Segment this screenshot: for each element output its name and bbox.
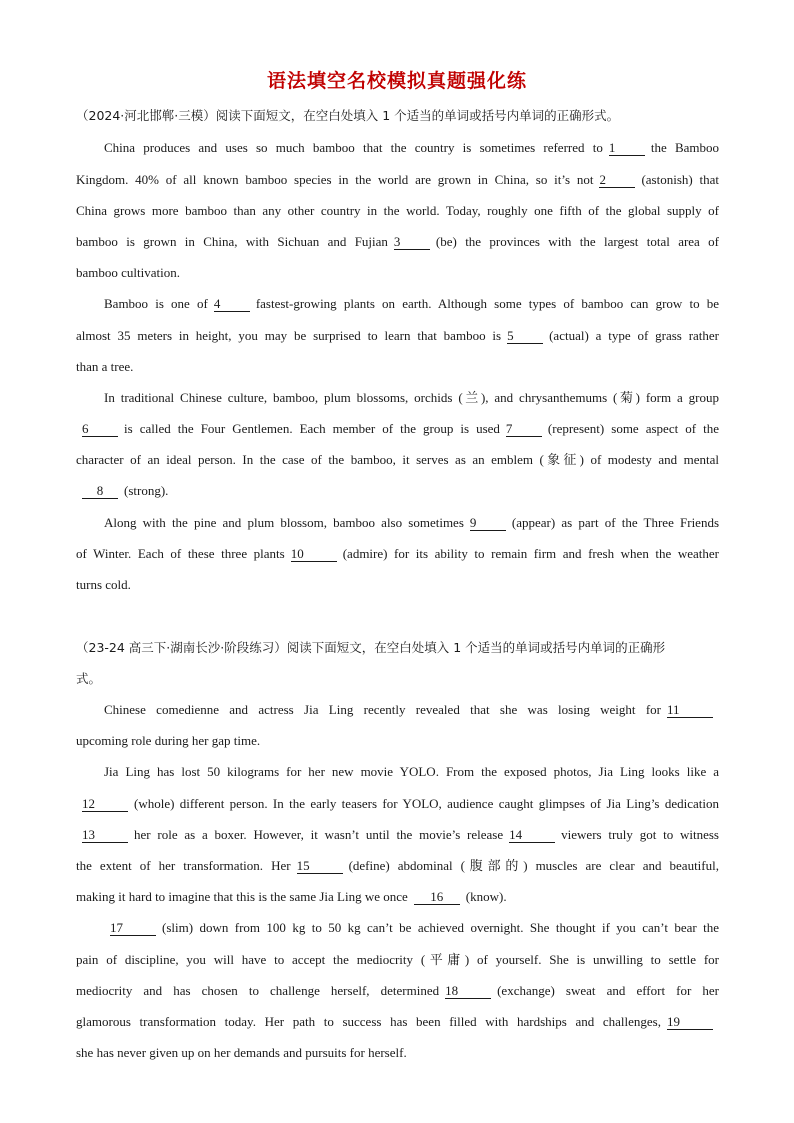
text-line	[104, 919, 719, 937]
line-text: Jia Ling has lost 50 kilograms for her new movie YOLO. From the exposed photos, Jia Ling looks like a	[104, 764, 719, 779]
page-title: 语法填空名校模拟真题强化练	[266, 70, 527, 92]
text-line	[76, 451, 719, 469]
text-line	[76, 233, 719, 251]
line-text: almost 35 meters in height, you may be surprised to learn that bamboo is	[76, 328, 502, 343]
text-line	[76, 732, 719, 750]
answer-blank-13[interactable]: 13	[82, 827, 128, 843]
answer-blank-14[interactable]: 14	[509, 827, 555, 843]
answer-blank-7[interactable]: 7	[506, 421, 542, 437]
line-text: (actual) a type of grass rather	[549, 328, 720, 343]
text-line	[104, 389, 719, 407]
line-text: upcoming role during her gap time.	[76, 733, 261, 748]
line-text: her role as a boxer. However, it wasn’t until the movie’s release	[134, 827, 504, 842]
text-line	[76, 1013, 719, 1031]
line-text: is called the Four Gentlemen. Each member of the group is used	[124, 421, 500, 436]
text-line	[76, 420, 719, 438]
line-text: (exchange) sweat and effort for her	[497, 983, 719, 998]
line-text: (astonish) that	[641, 172, 719, 187]
line-text: character of an ideal person. In the case of the bamboo, it serves as an emblem (象征) of modesty and mental	[76, 452, 719, 467]
line-text: than a tree.	[76, 359, 134, 374]
line-text: In traditional Chinese culture, bamboo, plum blossoms, orchids (兰), and chrysanthemums (菊) form a group	[104, 390, 719, 405]
answer-blank-11[interactable]: 11	[667, 702, 713, 718]
text-line	[76, 888, 719, 906]
answer-blank-18[interactable]: 18	[445, 983, 491, 999]
line-text: (represent) some aspect of the	[547, 421, 719, 436]
answer-blank-4[interactable]: 4	[214, 296, 250, 312]
line-text: the extent of her transformation. Her	[76, 858, 291, 873]
answer-blank-5[interactable]: 5	[507, 328, 543, 344]
line-text: viewers truly got to witness	[561, 827, 719, 842]
line-text: China produces and uses so much bamboo that the country is sometimes referred to	[104, 140, 603, 155]
answer-blank-10[interactable]: 10	[291, 546, 337, 562]
text-line	[76, 545, 719, 563]
line-text: of Winter. Each of these three plants	[76, 546, 285, 561]
text-line	[76, 264, 719, 282]
answer-blank-3[interactable]: 3	[394, 234, 430, 250]
answer-blank-12[interactable]: 12	[82, 796, 128, 812]
text-line	[76, 576, 719, 594]
text-line	[104, 701, 719, 719]
line-text: (be) the provinces with the largest total area of	[435, 234, 719, 249]
line-text: the Bamboo	[650, 140, 719, 155]
answer-blank-8[interactable]: 8	[82, 483, 118, 499]
line-text: (admire) for its ability to remain firm and fresh when the weather	[342, 546, 719, 561]
answer-blank-6[interactable]: 6	[82, 421, 118, 437]
line-text: pain of discipline, you will have to accept the mediocrity (平庸) of yourself. She is unwilling to settle for	[76, 952, 719, 967]
line-text: China grows more bamboo than any other country in the world. Today, roughly one fifth of the global supply of	[76, 203, 719, 218]
text-line	[76, 202, 719, 220]
line-text: Bamboo is one of	[104, 296, 208, 311]
line-text: Along with the pine and plum blossom, bamboo also sometimes	[104, 515, 464, 530]
line-text: turns cold.	[76, 577, 131, 592]
line-text: fastest-growing plants on earth. Although some types of bamboo can grow to be	[255, 296, 720, 311]
line-text: (appear) as part of the Three Friends	[511, 515, 720, 530]
text-line	[76, 482, 719, 500]
text-line	[104, 763, 719, 781]
text-line	[104, 295, 719, 313]
line-text: Chinese comedienne and actress Jia Ling recently revealed that she was losing weight for	[104, 702, 661, 717]
line-text: bamboo cultivation.	[76, 265, 180, 280]
text-line	[76, 358, 719, 376]
question-heading: （2024·河北邯郸·三模）阅读下面短文，在空白处填入 1 个适当的单词或括号内单词的正确形式。	[76, 108, 620, 123]
line-text: glamorous transformation today. Her path to success has been filled with hardships and challenges,	[76, 1014, 661, 1029]
answer-blank-19[interactable]: 19	[667, 1014, 713, 1030]
answer-blank-2[interactable]: 2	[599, 172, 635, 188]
answer-blank-9[interactable]: 9	[470, 515, 506, 531]
text-line	[76, 327, 719, 345]
line-text: bamboo is grown in China, with Sichuan and Fujian	[76, 234, 388, 249]
text-line	[76, 171, 719, 189]
line-text: making it hard to imagine that this is the same Jia Ling we once	[76, 889, 408, 904]
text-line	[76, 826, 719, 844]
text-line	[76, 951, 719, 969]
text-line	[76, 982, 719, 1000]
line-text: she has never given up on her demands and pursuits for herself.	[76, 1045, 407, 1060]
text-line	[104, 139, 719, 157]
line-text: mediocrity and has chosen to challenge herself, determined	[76, 983, 440, 998]
answer-blank-15[interactable]: 15	[297, 858, 343, 874]
text-line	[104, 514, 719, 532]
line-text: (slim) down from 100 kg to 50 kg can’t be achieved overnight. She thought if you can’t bear the	[162, 920, 719, 935]
line-text: Kingdom. 40% of all known bamboo species in the world are grown in China, so it’s not	[76, 172, 594, 187]
answer-blank-17[interactable]: 17	[110, 920, 156, 936]
line-text: (know).	[465, 889, 507, 904]
answer-blank-1[interactable]: 1	[609, 140, 645, 156]
text-line	[76, 795, 719, 813]
line-text: (define) abdominal (腹部的) muscles are clear and beautiful,	[348, 858, 719, 873]
line-text: (strong).	[124, 483, 169, 498]
text-line	[76, 857, 719, 875]
answer-blank-16[interactable]: 16	[414, 889, 460, 905]
question-heading: 式。	[76, 671, 102, 686]
line-text: (whole) different person. In the early teasers for YOLO, audience caught glimpses of Jia Ling’s dedication	[134, 796, 719, 811]
question-heading: （23-24 高三下·湖南长沙·阶段练习）阅读下面短文，在空白处填入 1 个适当的单词或括号内单词的正确形	[76, 640, 666, 655]
text-line	[76, 1044, 719, 1062]
